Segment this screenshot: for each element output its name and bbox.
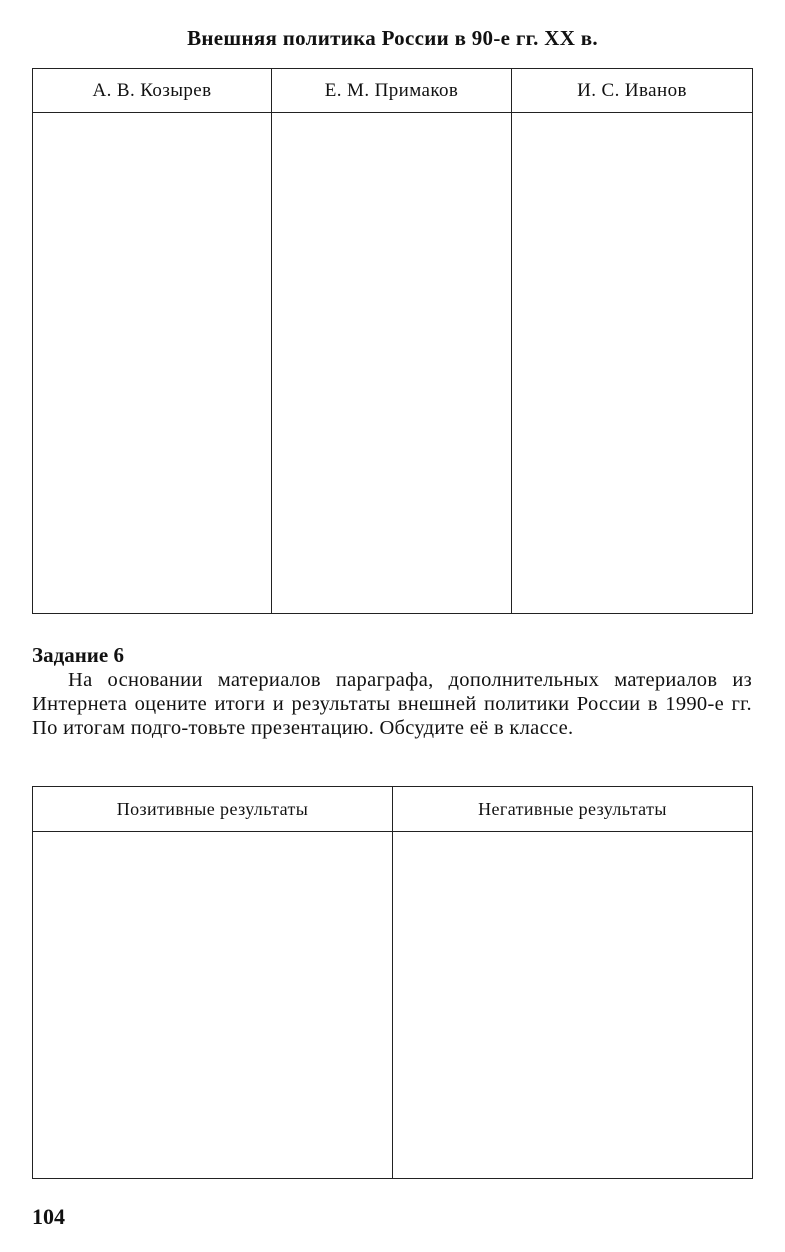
answer-cell-kozyrev[interactable] (33, 113, 272, 614)
foreign-policy-table (32, 68, 753, 614)
table-row (33, 832, 753, 1179)
task-text: На основании материалов параграфа, дополнительных материалов из Интернета оцените итоги и результаты внешней политики России в 1990-е гг. По итогам подго-товьте презентацию. Обсудите её в классе. (32, 669, 752, 739)
table-header-row (33, 69, 753, 113)
column-header-kozyrev: А. В. Козырев (33, 69, 272, 113)
column-header-negative: Негативные результаты (393, 787, 753, 832)
answer-cell-positive[interactable] (33, 832, 393, 1179)
page-number: 104 (32, 1204, 65, 1229)
task-heading: Задание 6 (32, 643, 124, 667)
answer-cell-negative[interactable] (393, 832, 753, 1179)
column-header-primakov: Е. М. Примаков (272, 69, 512, 113)
column-header-positive: Позитивные результаты (33, 787, 393, 832)
page-title: Внешняя политика России в 90-е гг. XX в. (187, 26, 598, 50)
answer-cell-primakov[interactable] (272, 113, 512, 614)
table-row (33, 113, 753, 614)
table-header-row (33, 787, 753, 832)
column-header-ivanov: И. С. Иванов (512, 69, 753, 113)
results-table (32, 786, 753, 1179)
answer-cell-ivanov[interactable] (512, 113, 753, 614)
